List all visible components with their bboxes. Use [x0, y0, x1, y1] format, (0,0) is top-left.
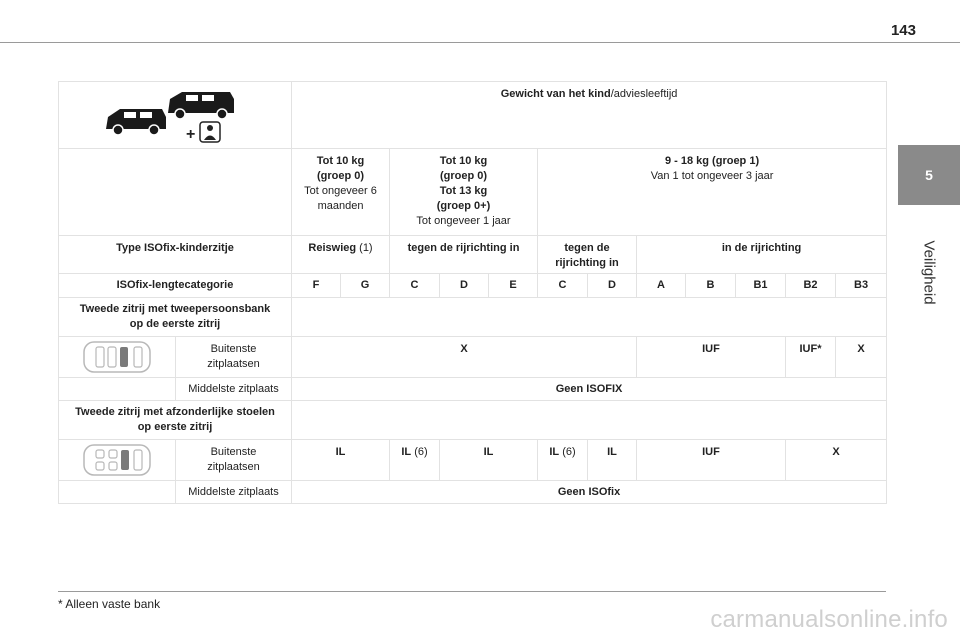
group-0plus-line2: (groep 0)	[439, 170, 488, 182]
type-label: Type ISOfix-kinderzitje	[59, 236, 292, 274]
type-rijrichting-in: rijrichting in	[555, 257, 619, 269]
type-row	[59, 236, 887, 274]
section1-middle-value: Geen ISOFIX	[292, 378, 887, 401]
size-category: A	[637, 274, 686, 298]
section-label	[898, 212, 960, 332]
section2-outer-label	[176, 440, 292, 481]
section1-outer-iuf-star: IUF*	[786, 337, 836, 378]
group-1-line2: Van 1 tot ongeveer 3 jaar	[650, 170, 774, 182]
section-tab[interactable]	[898, 145, 960, 205]
size-category: D	[588, 274, 637, 298]
group-0-line1: Tot 10 kg	[316, 155, 365, 167]
group-row	[59, 149, 887, 236]
child-seat-icon	[200, 122, 220, 142]
section1-title-line2: op de eerste zitrij	[129, 318, 221, 330]
group-0plus-cell	[390, 149, 538, 236]
seat-layout-icon	[82, 339, 152, 375]
group-0plus-line1: Tot 10 kg	[439, 155, 488, 167]
top-rule	[0, 42, 960, 43]
vehicle-icons-cell	[59, 82, 292, 149]
section2-outer-row	[59, 440, 887, 481]
type-tegen-de-rijrichting	[538, 236, 637, 274]
group-0plus-line5: Tot ongeveer 1 jaar	[416, 215, 511, 227]
group-0plus-line4: (groep 0+)	[436, 200, 491, 212]
group-1-cell	[538, 149, 887, 236]
section1-outer-iuf: IUF	[637, 337, 786, 378]
section2-il-2-note: (6)	[411, 446, 428, 458]
section1-title-empty	[292, 298, 887, 337]
section1-middle-row	[59, 378, 887, 401]
section1-outer-row	[59, 337, 887, 378]
section2-seat-diagram-cell	[59, 440, 176, 481]
van-icon	[168, 92, 234, 119]
type-reiswieg-text: Reiswieg	[308, 242, 357, 254]
section2-il-3: IL	[440, 440, 538, 481]
weight-header-bold: Gewicht van het kind	[500, 88, 611, 100]
section1-outer-label	[176, 337, 292, 378]
header-row	[59, 82, 887, 149]
footer-rule	[58, 591, 886, 592]
van-icon	[106, 109, 166, 135]
size-category: F	[292, 274, 341, 298]
section2-middle-label: Middelste zitplaats	[176, 481, 292, 504]
section1-outer-line1: Buitenste	[210, 343, 257, 355]
section1-seat-diagram-cell	[59, 337, 176, 378]
section1-outer-line2: zitplaatsen	[207, 358, 260, 370]
section-number: 5	[925, 167, 933, 183]
section2-middle-row	[59, 481, 887, 504]
group-0-line4: maanden	[317, 200, 364, 212]
type-reiswieg	[292, 236, 390, 274]
section2-middle-empty	[59, 481, 176, 504]
plus-sign: +	[186, 126, 196, 143]
section2-il-2-cell	[390, 440, 440, 481]
section2-middle-value: Geen ISOfix	[292, 481, 887, 504]
page-number: 143	[890, 22, 916, 39]
van-icons	[100, 87, 250, 143]
group-0-cell	[292, 149, 390, 236]
section2-outer-line1: Buitenste	[210, 446, 257, 458]
section2-il-4-cell	[538, 440, 588, 481]
section1-title	[59, 298, 292, 337]
section1-outer-x: X	[292, 337, 637, 378]
size-label: ISOfix-lengtecategorie	[59, 274, 292, 298]
section2-il-1: IL	[292, 440, 390, 481]
size-category: D	[440, 274, 489, 298]
section2-title-line1: Tweede zitrij met afzonderlijke stoelen	[75, 406, 275, 418]
section2-title	[59, 401, 292, 440]
section1-title-row	[59, 298, 887, 337]
seat-layout-icon	[82, 442, 152, 478]
group-0plus-line3: Tot 13 kg	[439, 185, 488, 197]
size-category: B2	[786, 274, 836, 298]
group-0-line3: Tot ongeveer 6	[304, 185, 377, 197]
section1-outer-x2: X	[836, 337, 887, 378]
section2-title-row	[59, 401, 887, 440]
section2-x: X	[786, 440, 887, 481]
size-category: B1	[736, 274, 786, 298]
type-reiswieg-note: (1)	[356, 242, 373, 254]
section2-iuf: IUF	[637, 440, 786, 481]
size-row	[59, 274, 887, 298]
section2-title-empty	[292, 401, 887, 440]
type-in-de-rijrichting: in de rijrichting	[637, 236, 887, 274]
section1-middle-label: Middelste zitplaats	[176, 378, 292, 401]
group-0-line2: (groep 0)	[316, 170, 365, 182]
section1-title-line1: Tweede zitrij met tweepersoonsbank	[79, 303, 271, 315]
section-label-text: Veiligheid	[920, 239, 938, 305]
section2-il-4: IL	[549, 446, 560, 458]
size-category: B	[686, 274, 736, 298]
weight-header-cell	[292, 82, 887, 149]
size-category: G	[341, 274, 390, 298]
weight-header-rest: /adviesleeftijd	[610, 88, 678, 100]
group-1-line1: 9 - 18 kg (groep 1)	[664, 155, 760, 167]
isofix-table	[58, 81, 887, 504]
size-category: E	[489, 274, 538, 298]
size-category: C	[390, 274, 440, 298]
section2-outer-line2: zitplaatsen	[207, 461, 260, 473]
group-row-empty	[59, 149, 292, 236]
size-category: B3	[836, 274, 887, 298]
type-tegen-rijrichting: tegen de rijrichting in	[390, 236, 538, 274]
section2-il-2: IL	[401, 446, 412, 458]
footnote: * Alleen vaste bank	[58, 597, 161, 611]
section2-title-line2: op eerste zitrij	[137, 421, 213, 433]
section2-il-5: IL	[588, 440, 637, 481]
watermark: carmanualsonline.info	[710, 606, 948, 633]
section2-il-4-note: (6)	[559, 446, 576, 458]
type-tegen-de: tegen de	[564, 242, 610, 254]
section1-middle-empty	[59, 378, 176, 401]
size-category: C	[538, 274, 588, 298]
